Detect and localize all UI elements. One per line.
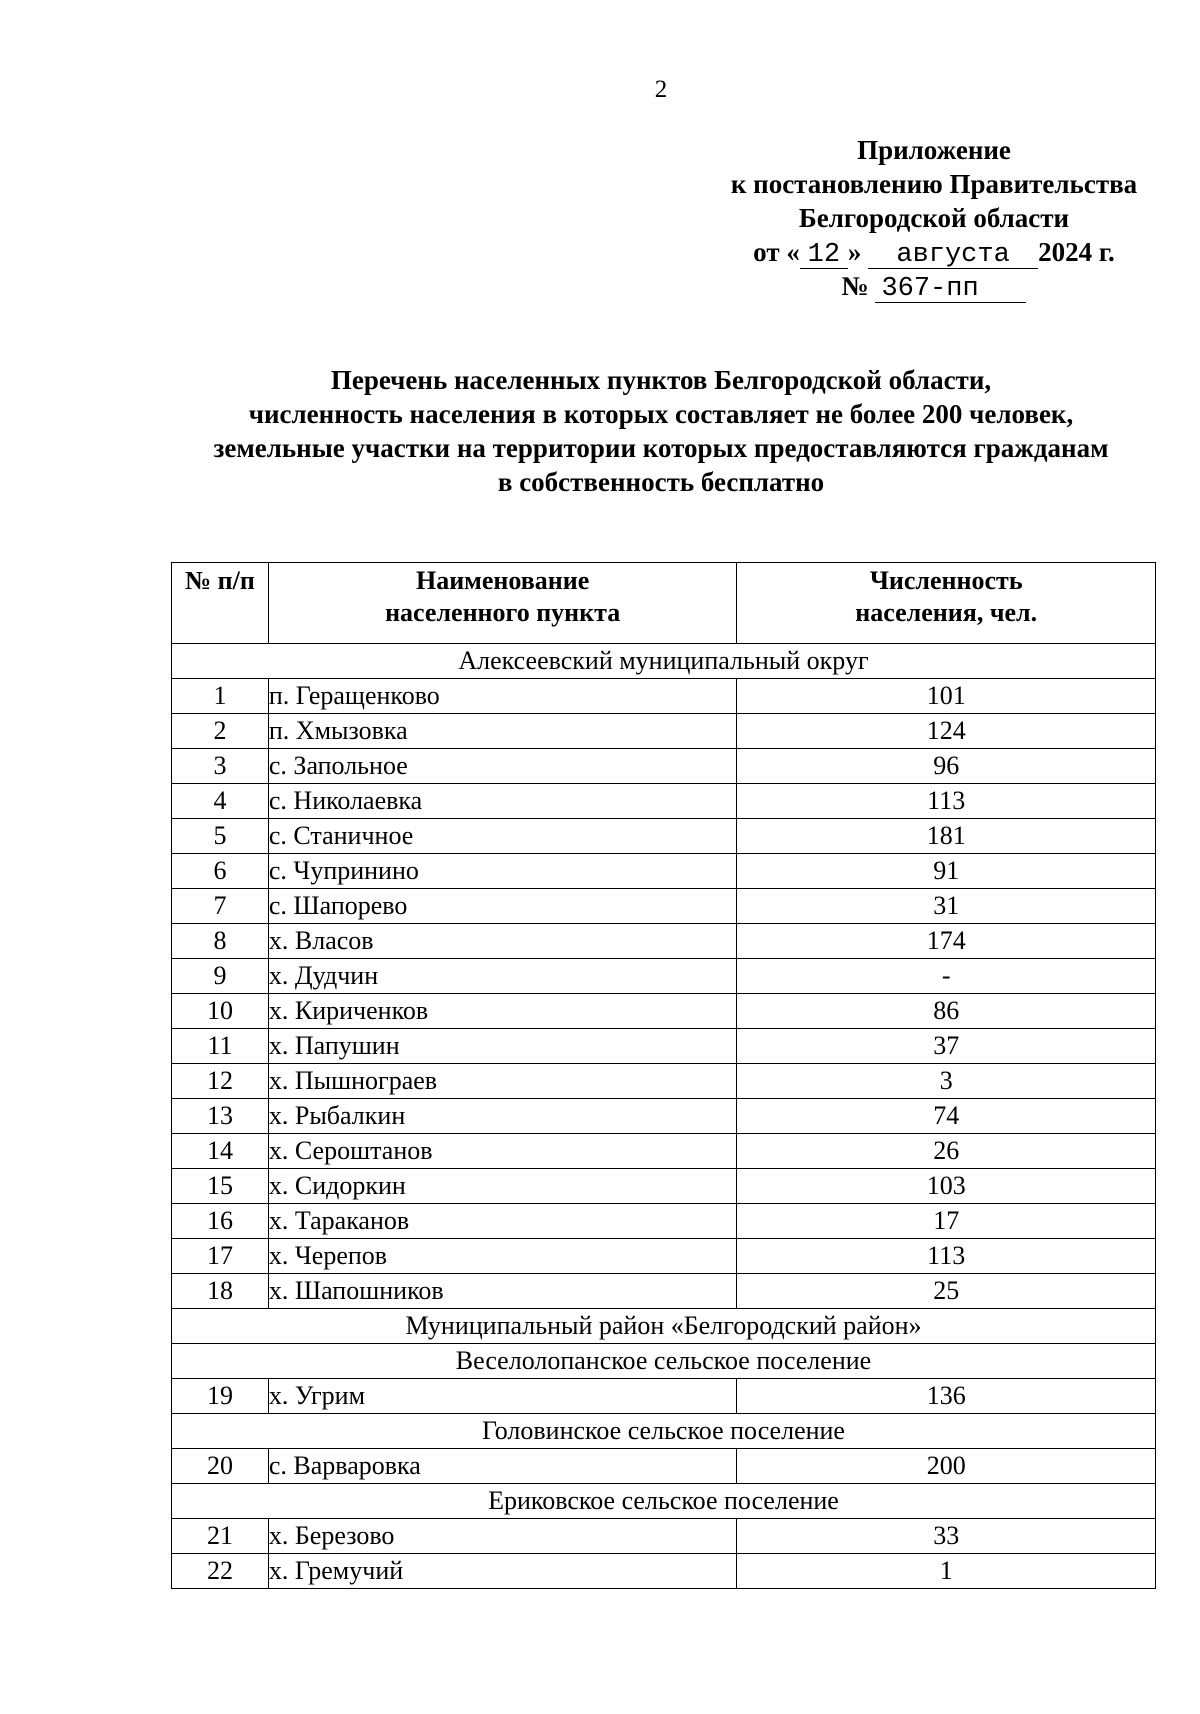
population-value: 136 bbox=[737, 1379, 1156, 1414]
table-header-row bbox=[172, 563, 1156, 644]
table-row bbox=[172, 1029, 1156, 1064]
table-row bbox=[172, 1099, 1156, 1134]
section-row bbox=[172, 1484, 1156, 1519]
population-value: 96 bbox=[737, 749, 1156, 784]
settlement-name: х. Власов bbox=[268, 924, 737, 959]
table-row bbox=[172, 1064, 1156, 1099]
row-number: 3 bbox=[172, 749, 269, 784]
header-number: № п/п bbox=[172, 563, 269, 644]
table-row bbox=[172, 819, 1156, 854]
population-value: 200 bbox=[737, 1449, 1156, 1484]
settlement-name: х. Черепов bbox=[268, 1239, 737, 1274]
row-number: 20 bbox=[172, 1449, 269, 1484]
settlement-name: х. Гремучий bbox=[268, 1554, 737, 1589]
section-row bbox=[172, 1309, 1156, 1344]
row-number: 19 bbox=[172, 1379, 269, 1414]
row-number: 5 bbox=[172, 819, 269, 854]
row-number: 10 bbox=[172, 994, 269, 1029]
population-value: 113 bbox=[737, 1239, 1156, 1274]
table-row bbox=[172, 1204, 1156, 1239]
population-value: 91 bbox=[737, 854, 1156, 889]
row-number: 18 bbox=[172, 1274, 269, 1309]
settlements-table bbox=[171, 562, 1156, 1589]
appendix-date-line bbox=[690, 235, 1178, 269]
appendix-region-line: Белгородской области bbox=[798, 203, 1070, 233]
settlement-name: х. Березово bbox=[268, 1519, 737, 1554]
population-value: 181 bbox=[737, 819, 1156, 854]
population-value: 86 bbox=[737, 994, 1156, 1029]
date-prefix: от « bbox=[753, 237, 800, 267]
population-value: - bbox=[737, 959, 1156, 994]
settlement-name: х. Шапошников bbox=[268, 1274, 737, 1309]
settlement-name: х. Папушин bbox=[268, 1029, 737, 1064]
section-row bbox=[172, 1414, 1156, 1449]
table-row bbox=[172, 1379, 1156, 1414]
population-value: 1 bbox=[737, 1554, 1156, 1589]
settlement-name: х. Угрим bbox=[268, 1379, 737, 1414]
row-number: 6 bbox=[172, 854, 269, 889]
table-row bbox=[172, 854, 1156, 889]
table-row bbox=[172, 1239, 1156, 1274]
section-title: Ериковское сельское поселение bbox=[172, 1484, 1156, 1519]
table-row bbox=[172, 784, 1156, 819]
title-line-4: в собственность бесплатно bbox=[497, 467, 825, 497]
title-line-2: численность населения в которых составляет не более 200 человек, bbox=[248, 399, 1074, 429]
population-value: 31 bbox=[737, 889, 1156, 924]
row-number: 8 bbox=[172, 924, 269, 959]
document-title bbox=[150, 363, 1172, 499]
appendix-decree-line: к постановлению Правительства bbox=[730, 169, 1138, 199]
header-population: Численность населения, чел. bbox=[737, 563, 1156, 644]
number-prefix: № bbox=[841, 271, 869, 301]
decree-number: 367-пп bbox=[875, 276, 1026, 303]
population-value: 174 bbox=[737, 924, 1156, 959]
appendix-title: Приложение bbox=[857, 135, 1011, 165]
settlement-name: с. Николаевка bbox=[268, 784, 737, 819]
table-row bbox=[172, 994, 1156, 1029]
row-number: 17 bbox=[172, 1239, 269, 1274]
settlement-name: х. Пышнограев bbox=[268, 1064, 737, 1099]
settlement-name: х. Кириченков bbox=[268, 994, 737, 1029]
appendix-header bbox=[690, 133, 1178, 303]
row-number: 1 bbox=[172, 679, 269, 714]
table-row bbox=[172, 1134, 1156, 1169]
row-number: 11 bbox=[172, 1029, 269, 1064]
title-line-3: земельные участки на территории которых предоставляются гражданам bbox=[213, 433, 1109, 463]
settlement-name: х. Рыбалкин bbox=[268, 1099, 737, 1134]
table-row bbox=[172, 959, 1156, 994]
section-title: Веселолопанское сельское поселение bbox=[172, 1344, 1156, 1379]
population-value: 113 bbox=[737, 784, 1156, 819]
title-line-1: Перечень населенных пунктов Белгородской области, bbox=[330, 365, 992, 395]
date-month: августа bbox=[868, 242, 1038, 269]
population-value: 101 bbox=[737, 679, 1156, 714]
table-body bbox=[172, 644, 1156, 1589]
population-value: 25 bbox=[737, 1274, 1156, 1309]
row-number: 9 bbox=[172, 959, 269, 994]
table-row bbox=[172, 1519, 1156, 1554]
page-number: 2 bbox=[654, 76, 668, 103]
settlement-name: х. Сероштанов bbox=[268, 1134, 737, 1169]
row-number: 21 bbox=[172, 1519, 269, 1554]
table-row bbox=[172, 1274, 1156, 1309]
table-row bbox=[172, 1449, 1156, 1484]
settlement-name: с. Варваровка bbox=[268, 1449, 737, 1484]
population-value: 74 bbox=[737, 1099, 1156, 1134]
settlement-name: с. Станичное bbox=[268, 819, 737, 854]
table-row bbox=[172, 1554, 1156, 1589]
section-title: Алексеевский муниципальный округ bbox=[172, 644, 1156, 679]
population-value: 103 bbox=[737, 1169, 1156, 1204]
date-year: 2024 г. bbox=[1038, 237, 1115, 267]
settlement-name: с. Запольное bbox=[268, 749, 737, 784]
population-value: 17 bbox=[737, 1204, 1156, 1239]
table-row bbox=[172, 1169, 1156, 1204]
section-row bbox=[172, 1344, 1156, 1379]
table-row bbox=[172, 679, 1156, 714]
settlement-name: х. Сидоркин bbox=[268, 1169, 737, 1204]
header-name: Наименование населенного пункта bbox=[268, 563, 737, 644]
date-day: 12 bbox=[800, 242, 848, 269]
date-mid: » bbox=[847, 237, 862, 267]
row-number: 12 bbox=[172, 1064, 269, 1099]
row-number: 14 bbox=[172, 1134, 269, 1169]
settlement-name: п. Геращенково bbox=[268, 679, 737, 714]
section-title: Муниципальный район «Белгородский район» bbox=[172, 1309, 1156, 1344]
table-row bbox=[172, 714, 1156, 749]
population-value: 33 bbox=[737, 1519, 1156, 1554]
row-number: 7 bbox=[172, 889, 269, 924]
table-row bbox=[172, 889, 1156, 924]
appendix-number-line bbox=[690, 269, 1178, 303]
table-row bbox=[172, 749, 1156, 784]
population-value: 124 bbox=[737, 714, 1156, 749]
row-number: 16 bbox=[172, 1204, 269, 1239]
row-number: 4 bbox=[172, 784, 269, 819]
section-title: Головинское сельское поселение bbox=[172, 1414, 1156, 1449]
section-row bbox=[172, 644, 1156, 679]
settlement-name: х. Тараканов bbox=[268, 1204, 737, 1239]
settlement-name: с. Шапорево bbox=[268, 889, 737, 924]
row-number: 22 bbox=[172, 1554, 269, 1589]
row-number: 2 bbox=[172, 714, 269, 749]
settlement-name: п. Хмызовка bbox=[268, 714, 737, 749]
table-row bbox=[172, 924, 1156, 959]
row-number: 13 bbox=[172, 1099, 269, 1134]
population-value: 3 bbox=[737, 1064, 1156, 1099]
row-number: 15 bbox=[172, 1169, 269, 1204]
population-value: 37 bbox=[737, 1029, 1156, 1064]
population-value: 26 bbox=[737, 1134, 1156, 1169]
settlement-name: с. Чупринино bbox=[268, 854, 737, 889]
settlement-name: х. Дудчин bbox=[268, 959, 737, 994]
